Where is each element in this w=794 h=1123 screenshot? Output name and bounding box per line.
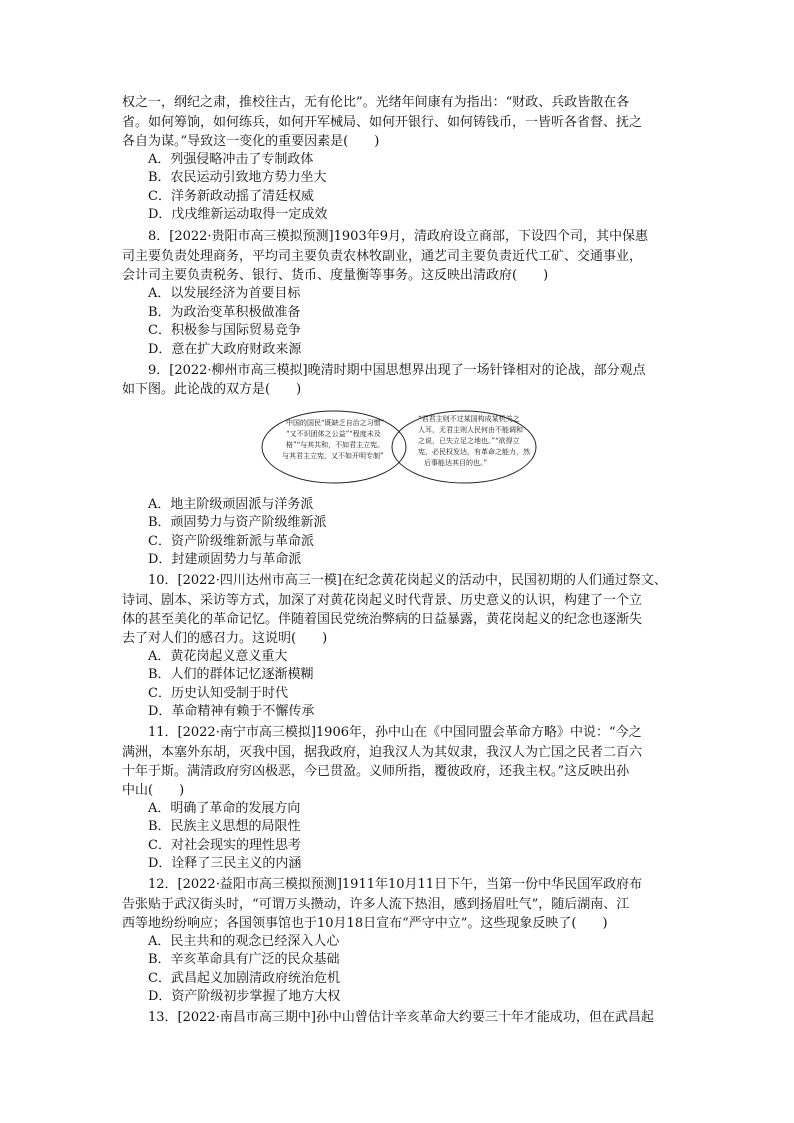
option-b: B．顽固势力与资产阶级维新派 [148,515,327,530]
text-line: 十年于斯。满清政府穷凶极恶，今已贯盈。义师所指，覆彼政府，还我主权。”这反映出孙 [122,764,630,779]
left-quote-line: 格”“与其共和，不如君主立宪。 [286,441,385,449]
option-a: A．列强侵略冲击了专制政体 [148,152,314,167]
right-quote-line: 后事能达其目的也。” [424,459,488,467]
right-quote-line: “君君主则不过某国构成某机关之 [418,415,520,423]
text-line: 去了对人们的感召力。这说明( ) [122,631,328,646]
left-quote-line: 中国的国民“既缺乏自治之习惯” [286,419,385,427]
option-a: A．民主共和的观念已经深入人心 [148,934,340,949]
right-quote-line: 宪，必民权发达，有革命之能力，然 [418,448,530,456]
option-a: A．明确了革命的发展方向 [148,801,301,816]
option-d: D．戊戌维新运动取得一定成效 [148,207,328,222]
left-quote-line: “又不识团体之公益”“程度未及 [286,430,381,438]
option-d: D．意在扩大政府财政来源 [148,342,302,357]
option-c: C．洋务新政动摇了清廷权威 [148,189,314,204]
option-b: B．民族主义思想的局限性 [148,819,301,834]
text-line: 权之一，纲纪之肃，推校往古，无有伦比”。光绪年间康有为指出：“财政、兵政皆散在各 [122,95,630,110]
text-line: 如下图。此论战的双方是( ) [122,382,302,397]
question-9: 9．[2022·柳州市高三模拟]晚清时期中国思想界出现了一场针锋相对的论战，部分观点 [148,363,646,378]
text-line: 体的甚至美化的革命记忆。伴随着国民党统治弊病的日益暴露，黄花岗起义的纪念也逐渐失 [122,612,643,627]
option-b: B．为政治变革积极做准备 [148,305,301,320]
text-line: 会计司主要负责税务、银行、货币、度量衡等事务。这反映出清政府( ) [122,268,549,283]
right-quote-line: 之说，已失立足之地也。”“欲得立 [418,437,520,445]
option-d: D．资产阶级初步掌握了地方大权 [148,989,341,1004]
option-c: C．资产阶级维新派与革命派 [148,534,314,549]
question-10: 10．[2022·四川达州市高三一模]在纪念黄花岗起义的活动中，民国初期的人们通过祭文、 [148,573,667,588]
question-8: 8．[2022·贵阳市高三模拟预测]1903年9月，清政府设立商部，下设四个司，其中保惠 [148,229,648,244]
question-12: 12．[2022·益阳市高三模拟预测]1911年10月11日下午，当第一份中华民国军政府布 [148,877,643,892]
question-13: 13．[2022·南昌市高三期中]孙中山曾估计辛亥革命大约要三十年才能成功，但在武昌起 [148,1010,654,1025]
option-b: B．农民运动引致地方势力坐大 [148,170,327,185]
text-line: 中山( ) [122,783,185,798]
option-d: D．革命精神有赖于不懈传承 [148,704,315,719]
text-line: 省。如何筹饷，如何练兵，如何开军械局、如何开银行、如何铸钱币，一皆听各省督、抚之 [122,115,643,130]
option-c: C．武昌起义加剧清政府统治危机 [148,971,340,986]
option-a: A．黄花岗起义意义重大 [148,649,288,664]
option-d: D．封建顽固势力与革命派 [148,552,302,567]
right-quote-line: 人耳，无君主则人民何由不能调和 [418,426,523,434]
option-c: C．积极参与国际贸易竞争 [148,323,301,338]
text-line: 告张贴于武汉街头时，“可谓万头攒动，许多人流下热泪，感到扬眉吐气”，随后湖南、江 [122,897,630,912]
option-b: B．辛亥革命具有广泛的民众基础 [148,952,340,967]
option-a: A．地主阶级顽固派与洋务派 [148,497,314,512]
option-a: A．以发展经济为首要目标 [148,286,301,301]
option-d: D．诠释了三民主义的内涵 [148,856,302,871]
option-b: B．人们的群体记忆逐渐模糊 [148,667,314,682]
option-c: C．历史认知受制于时代 [148,686,288,701]
left-quote-line: 与其君主立宪，又不如开明专制” [282,452,384,460]
option-c: C．对社会现实的理性思考 [148,838,301,853]
question-11: 11．[2022·南宁市高三模拟]1906年，孙中山在《中国同盟会革命方略》中说：“今之 [148,725,642,740]
text-line: 各自为谋。”导致这一变化的重要因素是( ) [122,134,380,149]
text-line: 诗词、剧本、采访等方式，加深了对黄花岗起义时代背景、历史意义的认识，构建了一个立 [122,593,643,608]
text-line: 西等地纷纷响应；各国领事馆也于10月18日宣布“严守中立”。这些现象反映了( ) [122,916,608,931]
text-line: 司主要负责处理商务，平均司主要负责农林牧副业，通艺司主要负责近代工矿、交通事业， [122,249,643,264]
text-line: 满洲，本塞外东胡，灭我中国，据我政府，迫我汉人为其奴隶，我汉人为亡国之民者二百六 [122,745,643,760]
